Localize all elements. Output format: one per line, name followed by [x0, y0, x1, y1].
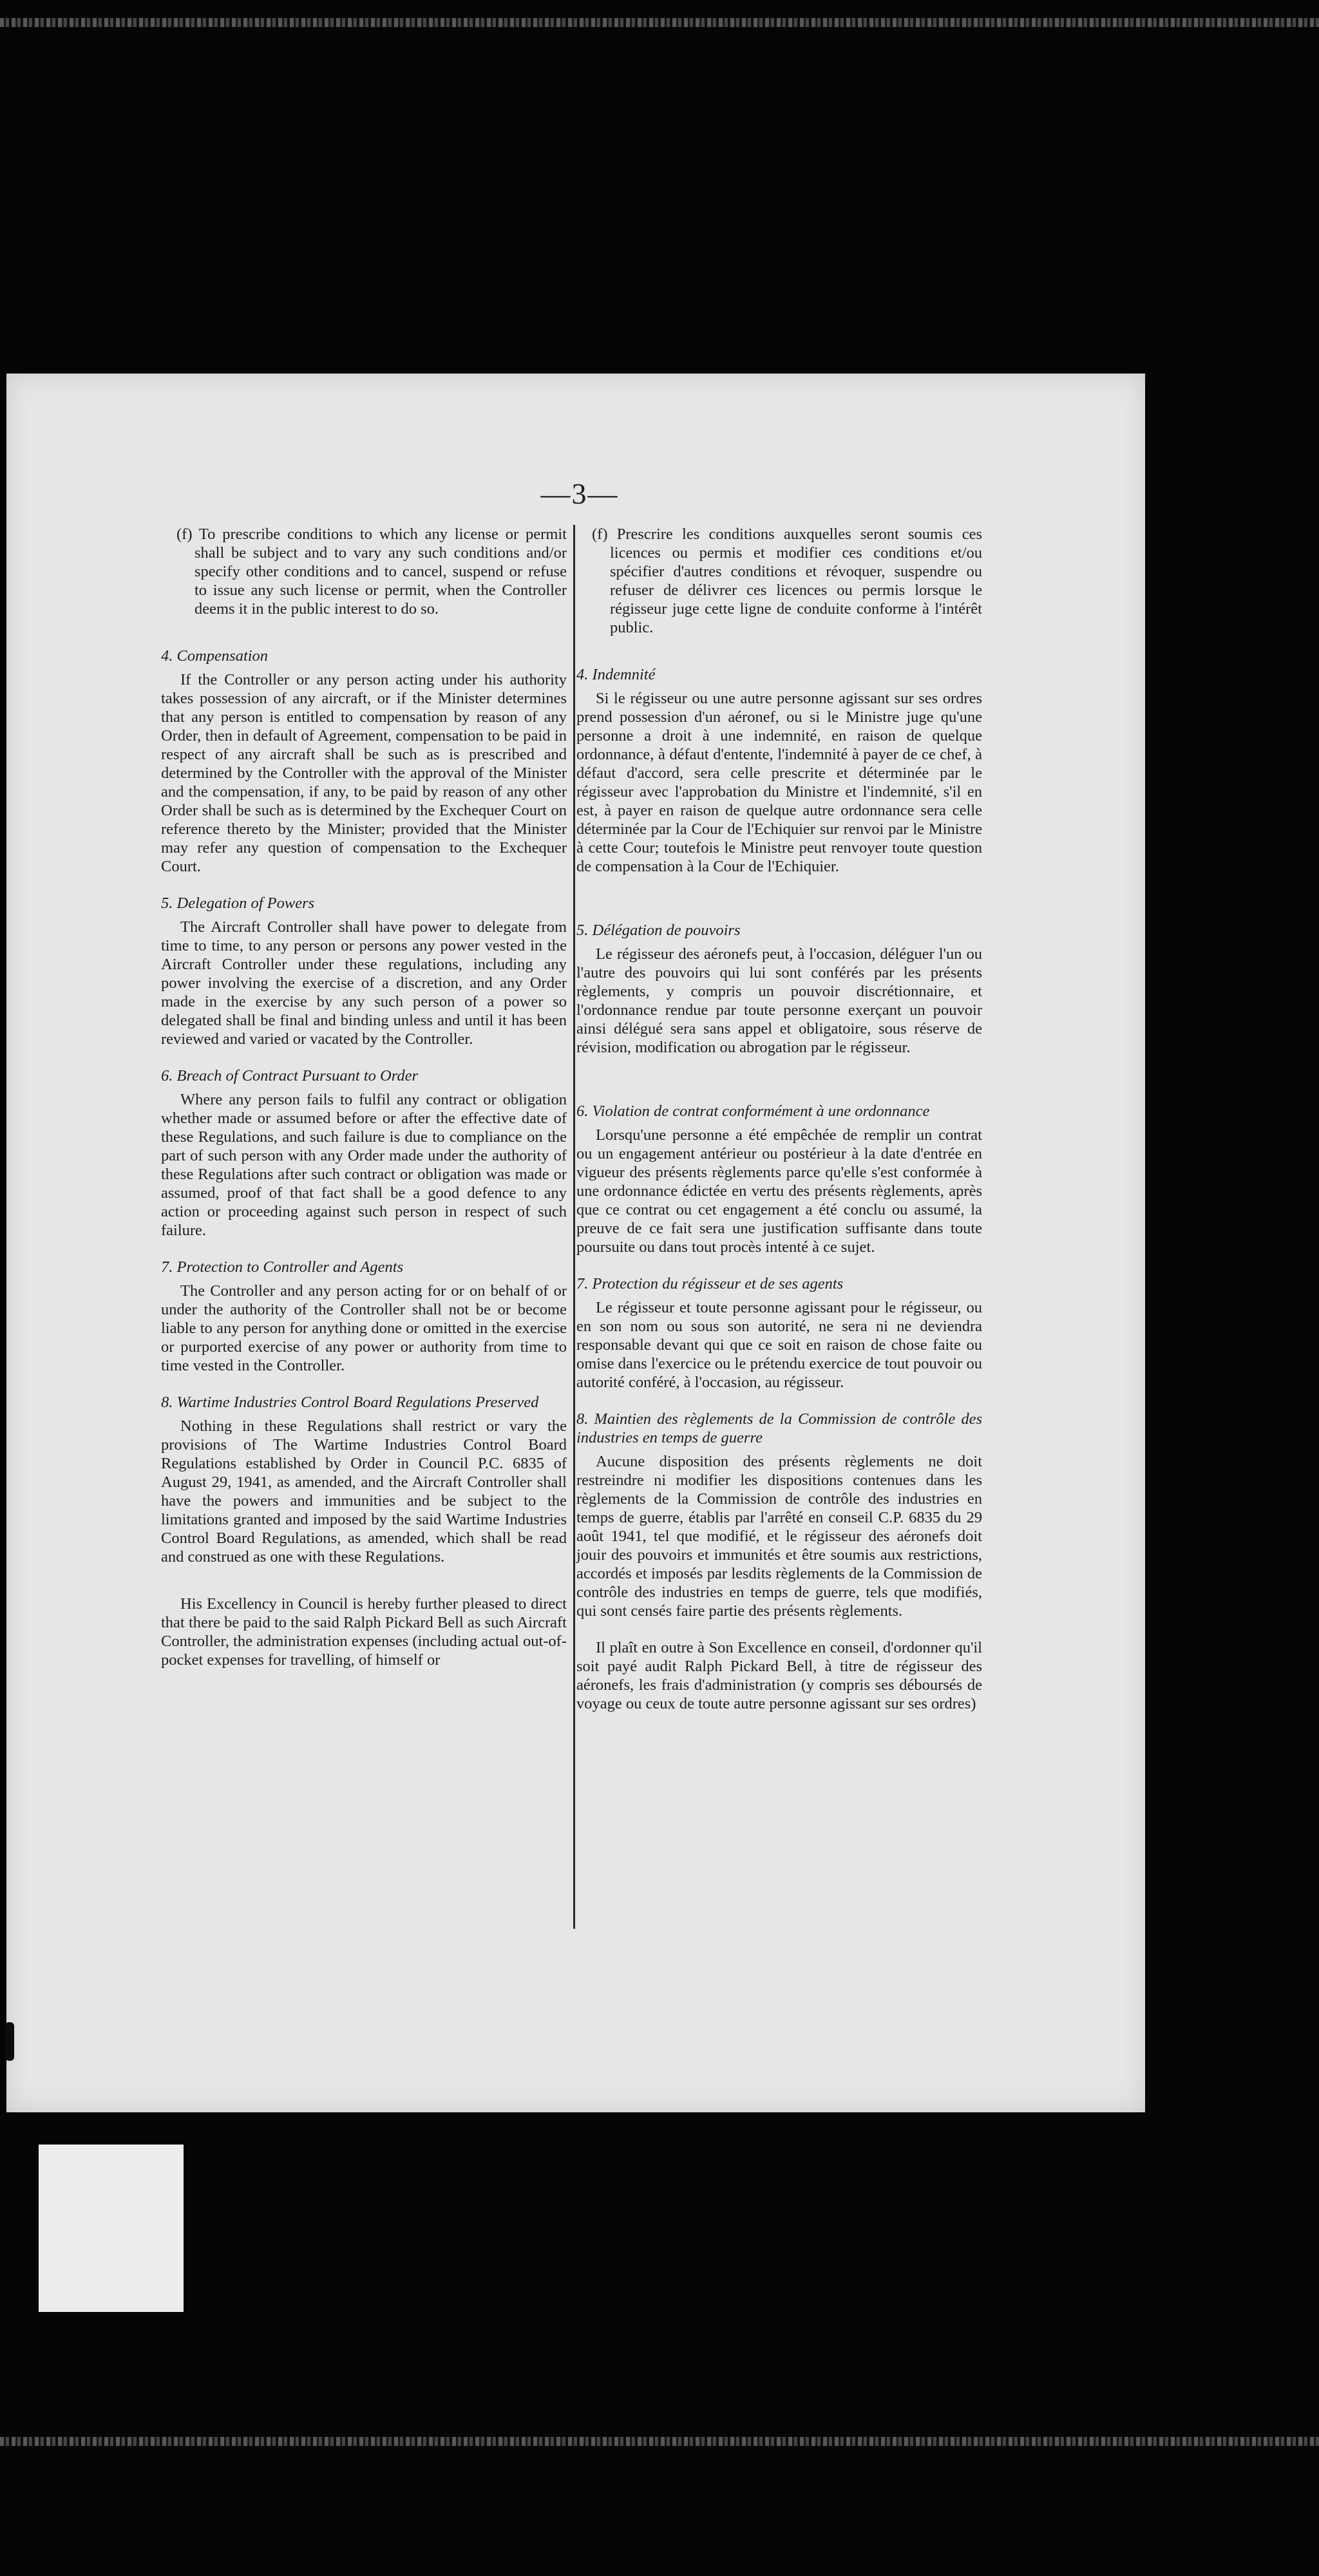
- en-s7-text: The Controller and any person acting for or on behalf of or under the authority of the Controller shall not be or become liable to any person for anything done or omitted in the exercise or purported exercise of any power or authority from time to time vested in the Controller.: [161, 1282, 567, 1374]
- fr-s8-text: Aucune disposition des présents règlements ne doit restreindre ni modifier les dispositions contenues dans les règlements de la Commission de contrôle des industries en temps de guerre, établis par l'arrêté en conseil C.P. 6835 du 29 août 1941, tel que modifié, et le régisseur des aéronefs doit jouir des pouvoirs et immunités et être soumis aux restrictions, accordés et imposés par lesdits règlements de la Commission de contrôle des industries en temps de guerre, tels que modifiés, qui sont censés faire partie des présents règlements.: [576, 1453, 982, 1620]
- page-number: —3—: [540, 477, 619, 510]
- en-s4-heading: 4. Compensation: [161, 647, 269, 665]
- en-s4-text: If the Controller or any person acting under his authority takes possession of any aircraft, or if the Minister determines that any person is entitled to compensation by reason of any Order, then in default of Agreement, compensation to be paid in respect of any aircraft shall be such as is prescribed and determined by the Controller with the approval of the Minister and the compensation, if any, to be paid by reason of any other Order shall be such as is determined by the Exchequer Court on reference thereto by the Minister; provided that the Minister may refer any question of compensation to the Exchequer Court.: [161, 671, 567, 875]
- fr-s4-heading: 4. Indemnité: [576, 666, 656, 683]
- en-s6-heading: 6. Breach of Contract Pursuant to Order: [161, 1067, 419, 1084]
- fr-closing-text: Il plaît en outre à Son Excellence en conseil, d'ordonner qu'il soit payé audit Ralph Pickard Bell, à titre de régisseur des aéronefs, les frais d'administration (y compris ses déboursés de voyage ou ceux de toute autre personne agissant sur ses ordres): [576, 1639, 982, 1712]
- fr-s8-heading: 8. Maintien des règlements de la Commission de contrôle des industries en temps de guerre: [576, 1410, 982, 1446]
- french-column: [576, 525, 982, 1713]
- film-edge-top: [0, 18, 1319, 27]
- fr-s7-heading: 7. Protection du régisseur et de ses agents: [576, 1275, 844, 1293]
- column-divider: [573, 525, 575, 1929]
- en-s7-heading: 7. Protection to Controller and Agents: [161, 1258, 404, 1276]
- fr-s5-text: Le régisseur des aéronefs peut, à l'occasion, déléguer l'un ou l'autre des pouvoirs qui lui sont conférés par les présents règlements, y compris un pouvoir discrétionnaire, et l'ordonnance rendue par toute personne exerçant un pouvoir ainsi délégué sera sans appel et obligatoire, sous réserve de révision, modification ou abrogation par le régisseur.: [576, 945, 982, 1056]
- fr-s4-text: Si le régisseur ou une autre personne agissant sur ses ordres prend possession d'un aéronef, ou si le Ministre juge qu'une personne a droit à une indemnité, en raison de quelque ordonnance, à défaut d'entente, l'indemnité à payer de ce chef, à défaut d'accord, sera celle prescrite et déterminée par le régisseur avec l'approbation du Ministre et l'indemnité, s'il en est, à payer en raison de quelque autre ordonnance sera celle déterminée par la Cour de l'Echiquier sur renvoi par le Ministre à cette Cour; toutefois le Ministre peut renvoyer toute question de compensation à la Cour de l'Echiquier.: [576, 690, 982, 875]
- document-page: [6, 374, 1145, 2112]
- margin-mark: [5, 2022, 14, 2061]
- fr-s6-heading: 6. Violation de contrat conformément à une ordonnance: [576, 1103, 930, 1120]
- fr-s6-text: Lorsqu'une personne a été empêchée de remplir un contrat ou un engagement antérieur ou postérieur à la date d'entrée en vigueur des présents règlements parce qu'elle s'est conformée à une ordonnance édictée en vertu des présents règlements, après que ce contrat ou cet engagement a été conclu ou assumé, la preuve de ce fait sera une justification suffisante dans toute poursuite ou dans tout procès intenté à ce sujet.: [576, 1126, 982, 1256]
- en-s8-heading: 8. Wartime Industries Control Board Regulations Preserved: [161, 1394, 539, 1411]
- film-tab-card: [39, 2145, 184, 2312]
- en-s8-text: Nothing in these Regulations shall restrict or vary the provisions of The Wartime Industries Control Board Regulations established by Order in Council P.C. 6835 of August 29, 1941, as amended, and the Aircraft Controller shall have the powers and immunities and be subject to the limitations granted and imposed by the said Wartime Industries Control Board Regulations, as amended, which shall be read and construed as one with these Regulations.: [161, 1417, 567, 1566]
- fr-s7-text: Le régisseur et toute personne agissant pour le régisseur, ou en son nom ou sous son autorité, ne sera ni ne deviendra responsable devant qui que ce soit en raison de chose faite ou omise dans l'exercice ou le prétendu exercice de tout pouvoir ou autorité conféré, à l'occasion, au régisseur.: [576, 1299, 982, 1391]
- en-item-f: (f) To prescribe conditions to which any license or permit shall be subject and to vary any such conditions and/or specify other conditions and to cancel, suspend or refuse to issue any such license or permit, when the Controller deems it in the public interest to do so.: [176, 526, 567, 618]
- english-column: [161, 525, 567, 1669]
- film-edge-bottom: [0, 2437, 1319, 2446]
- en-s5-text: The Aircraft Controller shall have power to delegate from time to time, to any person or persons any power vested in the Aircraft Controller under these regulations, including any power involving the exercise of a discretion, and any Order made in the exercise by any such person of a power so delegated shall be final and binding unless and until it has been reviewed and varied or vacated by the Controller.: [161, 918, 567, 1048]
- en-closing-text: His Excellency in Council is hereby further pleased to direct that there be paid to the said Ralph Pickard Bell as such Aircraft Controller, the administration expenses (including actual out-of-pocket expenses for travelling, of himself or: [161, 1595, 567, 1669]
- en-s6-text: Where any person fails to fulfil any contract or obligation whether made or assumed before or after the effective date of these Regulations, and such failure is due to compliance on the part of such person with any Order made under the authority of these Regulations after such contract or obligation was made or assumed, proof of that fact shall be a good defence to any action or proceeding against such person in respect of such failure.: [161, 1091, 567, 1239]
- fr-s5-heading: 5. Délégation de pouvoirs: [576, 922, 741, 939]
- fr-item-f: (f) Prescrire les conditions auxquelles seront soumis ces licences ou permis et modifier ces conditions et/ou spécifier d'autres conditions et révoquer, suspendre ou refuser de délivrer ces licences ou permis lorsque le régisseur juge cette ligne de conduite conforme à l'intérêt public.: [592, 526, 982, 636]
- en-s5-heading: 5. Delegation of Powers: [161, 895, 315, 912]
